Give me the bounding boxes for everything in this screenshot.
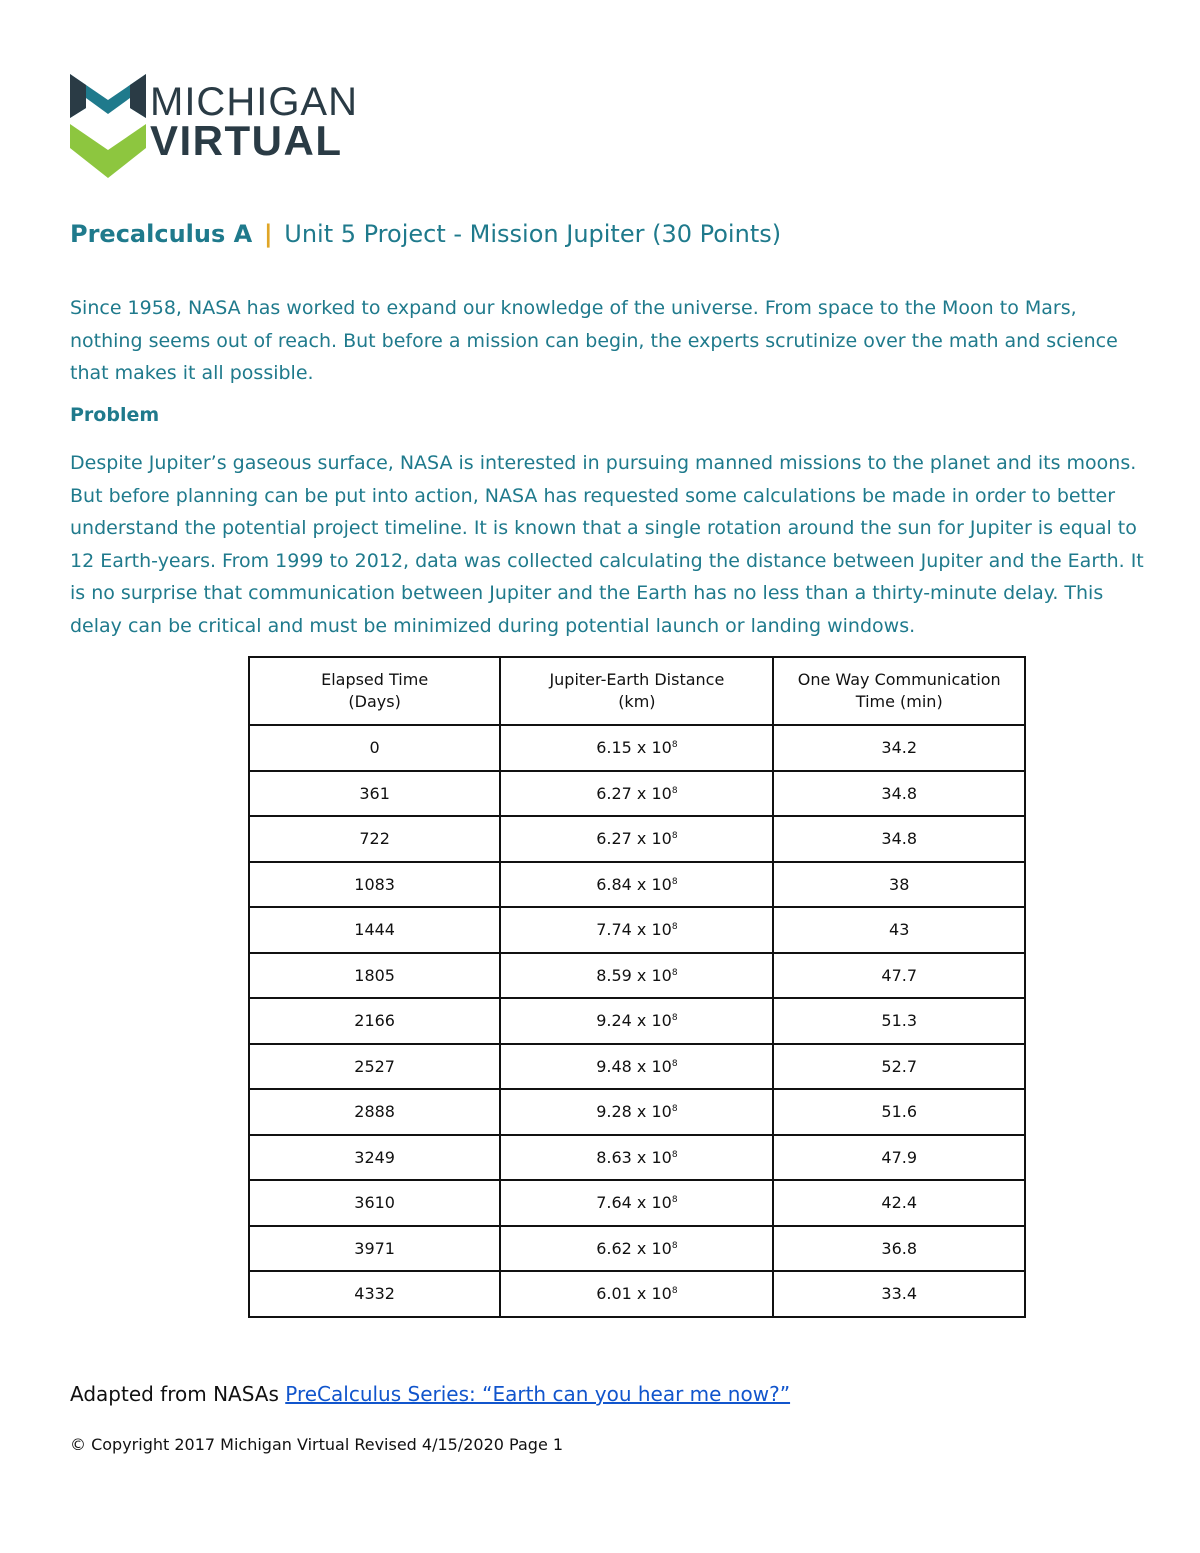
distance-exponent: 8 <box>671 922 678 933</box>
header-distance <box>500 657 773 725</box>
header-line: Time (min) <box>855 692 943 711</box>
cell-elapsed-days: 2166 <box>249 998 500 1044</box>
distance-mantissa: 7.64 x 10 <box>596 1193 672 1213</box>
cell-elapsed-days: 1083 <box>249 862 500 908</box>
table-row <box>249 1135 1025 1181</box>
cell-distance <box>500 862 773 908</box>
table-row <box>249 1180 1025 1226</box>
cell-communication-time: 34.8 <box>773 771 1025 817</box>
source-link[interactable]: PreCalculus Series: “Earth can you hear me now?” <box>285 1382 791 1406</box>
cell-distance <box>500 907 773 953</box>
cell-elapsed-days: 1444 <box>249 907 500 953</box>
michigan-virtual-m-icon <box>68 68 148 180</box>
header-line: Elapsed Time <box>321 670 429 689</box>
distance-mantissa: 9.28 x 10 <box>596 1102 672 1122</box>
logo-text-michigan: MICHIGAN <box>150 80 358 124</box>
cell-elapsed-days: 3610 <box>249 1180 500 1226</box>
table-row <box>249 816 1025 862</box>
distance-mantissa: 8.63 x 10 <box>596 1147 672 1167</box>
distance-exponent: 8 <box>671 1240 678 1251</box>
header-line: (Days) <box>348 692 401 711</box>
cell-communication-time: 51.3 <box>773 998 1025 1044</box>
table-row <box>249 771 1025 817</box>
distance-exponent: 8 <box>671 785 678 796</box>
header-communication-time <box>773 657 1025 725</box>
cell-distance <box>500 725 773 771</box>
distance-exponent: 8 <box>671 831 678 842</box>
project-name: Unit 5 Project - Mission Jupiter (30 Points) <box>284 220 782 248</box>
cell-distance <box>500 1044 773 1090</box>
distance-mantissa: 6.27 x 10 <box>596 829 672 849</box>
header-line: (km) <box>618 692 656 711</box>
copyright-footer: © Copyright 2017 Michigan Virtual Revised 4/15/2020 Page 1 <box>70 1435 564 1454</box>
distance-mantissa: 6.27 x 10 <box>596 783 672 803</box>
cell-distance <box>500 953 773 999</box>
cell-communication-time: 42.4 <box>773 1180 1025 1226</box>
cell-elapsed-days: 722 <box>249 816 500 862</box>
table-body <box>249 725 1025 1317</box>
logo-text-virtual: VIRTUAL <box>150 117 343 164</box>
cell-communication-time: 34.2 <box>773 725 1025 771</box>
distance-mantissa: 6.01 x 10 <box>596 1284 672 1304</box>
cell-elapsed-days: 361 <box>249 771 500 817</box>
table-row <box>249 1271 1025 1317</box>
distance-exponent: 8 <box>671 1195 678 1206</box>
distance-mantissa: 6.15 x 10 <box>596 738 672 758</box>
cell-distance <box>500 1135 773 1181</box>
cell-elapsed-days: 4332 <box>249 1271 500 1317</box>
cell-distance <box>500 1089 773 1135</box>
cell-communication-time: 36.8 <box>773 1226 1025 1272</box>
cell-elapsed-days: 3971 <box>249 1226 500 1272</box>
distance-exponent: 8 <box>671 1013 678 1024</box>
cell-elapsed-days: 1805 <box>249 953 500 999</box>
course-name: Precalculus A <box>70 220 253 248</box>
distance-exponent: 8 <box>671 1149 678 1160</box>
table-row <box>249 953 1025 999</box>
header-line: Jupiter-Earth Distance <box>549 670 725 689</box>
distance-exponent: 8 <box>671 967 678 978</box>
table-row <box>249 725 1025 771</box>
jupiter-data-table <box>248 656 1026 1318</box>
distance-mantissa: 6.62 x 10 <box>596 1238 672 1258</box>
table-row <box>249 1089 1025 1135</box>
table-row <box>249 862 1025 908</box>
table-header-row <box>249 657 1025 725</box>
distance-mantissa: 8.59 x 10 <box>596 965 672 985</box>
table-row <box>249 1226 1025 1272</box>
intro-paragraph: Since 1958, NASA has worked to expand our knowledge of the universe. From space to the Moon to Mars, nothing seems out of reach. But before a mission can begin, the experts scrutinize over the math and science that makes it all possible. <box>70 297 1118 384</box>
header-line: One Way Communication <box>797 670 1001 689</box>
table-row <box>249 998 1025 1044</box>
cell-communication-time: 34.8 <box>773 816 1025 862</box>
distance-exponent: 8 <box>671 1058 678 1069</box>
distance-exponent: 8 <box>671 1286 678 1297</box>
cell-elapsed-days: 0 <box>249 725 500 771</box>
cell-distance <box>500 771 773 817</box>
table-row <box>249 907 1025 953</box>
cell-communication-time: 33.4 <box>773 1271 1025 1317</box>
title-separator: | <box>263 220 273 248</box>
adapted-prefix: Adapted from NASAs <box>70 1382 286 1406</box>
distance-exponent: 8 <box>671 740 678 751</box>
table-row <box>249 1044 1025 1090</box>
problem-paragraph: Despite Jupiter’s gaseous surface, NASA is interested in pursuing manned missions to the planet and its moons. But before planning can be put into action, NASA has requested some calculations be made in order to better understand the potential project timeline. It is known that a single rotation around the sun for Jupiter is equal to 12 Earth-years. From 1999 to 2012, data was collected calculating the distance between Jupiter and the Earth. It is no surprise that communication between Jupiter and the Earth has no less than a thirty-minute delay. This delay can be critical and must be minimized during potential launch or landing windows. <box>70 452 1144 637</box>
cell-elapsed-days: 3249 <box>249 1135 500 1181</box>
adapted-note <box>70 1382 790 1406</box>
distance-mantissa: 7.74 x 10 <box>596 920 672 940</box>
distance-mantissa: 9.48 x 10 <box>596 1056 672 1076</box>
distance-mantissa: 9.24 x 10 <box>596 1011 672 1031</box>
cell-distance <box>500 1180 773 1226</box>
cell-communication-time: 52.7 <box>773 1044 1025 1090</box>
distance-mantissa: 6.84 x 10 <box>596 874 672 894</box>
cell-elapsed-days: 2888 <box>249 1089 500 1135</box>
cell-elapsed-days: 2527 <box>249 1044 500 1090</box>
cell-distance <box>500 1226 773 1272</box>
cell-distance <box>500 1271 773 1317</box>
cell-communication-time: 51.6 <box>773 1089 1025 1135</box>
page-title <box>70 220 781 248</box>
header-elapsed-time <box>249 657 500 725</box>
cell-communication-time: 47.9 <box>773 1135 1025 1181</box>
cell-distance <box>500 816 773 862</box>
michigan-virtual-logo <box>68 68 368 183</box>
cell-communication-time: 43 <box>773 907 1025 953</box>
distance-exponent: 8 <box>671 876 678 887</box>
problem-heading: Problem <box>70 404 160 426</box>
distance-exponent: 8 <box>671 1104 678 1115</box>
cell-communication-time: 38 <box>773 862 1025 908</box>
cell-distance <box>500 998 773 1044</box>
cell-communication-time: 47.7 <box>773 953 1025 999</box>
